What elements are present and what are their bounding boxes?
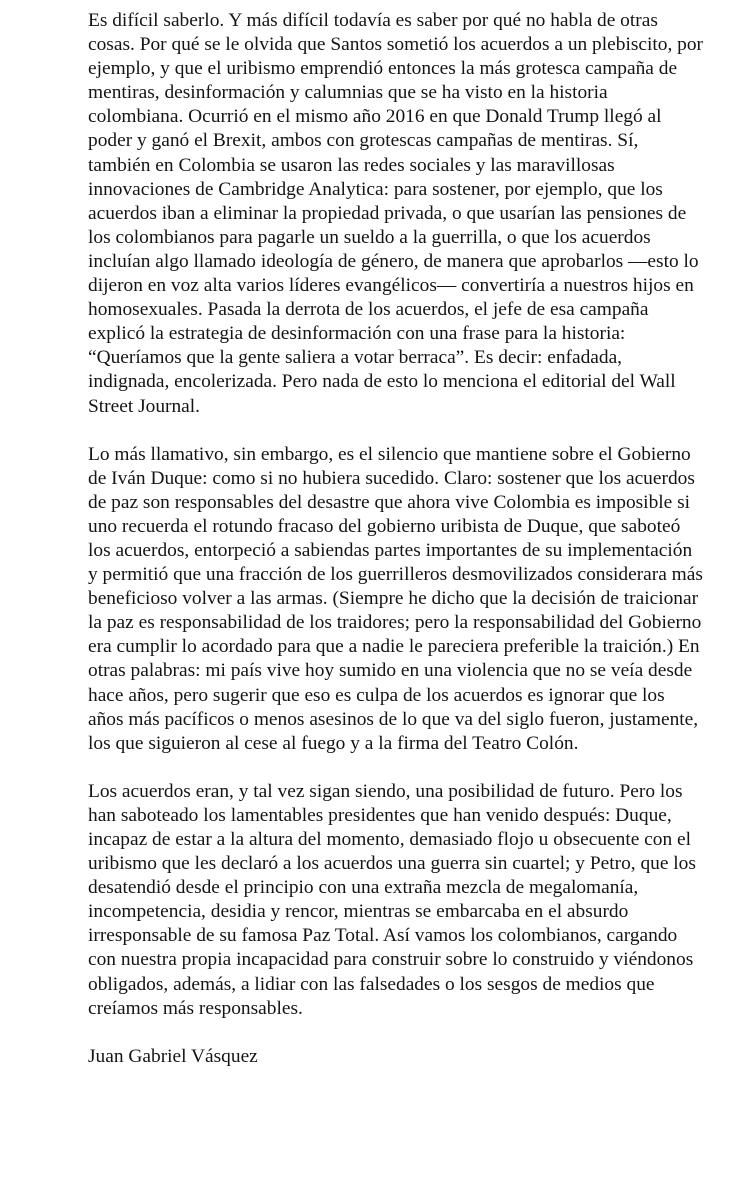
article-paragraph-2: Lo más llamativo, sin embargo, es el silencio que mantiene sobre el Gobierno de Iván Duque: como si no hubiera sucedido. Claro: sostener que los acuerdos de paz son responsables del desastre que ahora vive Colombia es imposible si uno recuerda el rotundo fracaso del gobierno uribista de Duque, que saboteó los acuerdos, entorpeció a sabiendas partes importantes de su implementación y permitió que una fracción de los guerrilleros desmovilizados considerara más beneficioso volver a las armas. (Siempre he dicho que la decisión de traicionar la paz es responsabilidad de los traidores; pero la responsabilidad del Gobierno era cumplir lo acordado para que a nadie le pareciera preferible la traición.) En otras palabras: mi país vive hoy sumido en una violencia que no se veía desde hace años, pero sugerir que eso es culpa de los acuerdos es ignorar que los años más pacíficos o menos asesinos de lo que va del siglo fueron, justamente, los que siguieron al cese al fuego y a la firma del Teatro Colón. xyxy=(88,443,703,754)
article-paragraph-3: Los acuerdos eran, y tal vez sigan siendo, una posibilidad de futuro. Pero los han saboteado los lamentables presidentes que han venido después: Duque, incapaz de estar a la altura del momento, demasiado flojo u obsecuente con el uribismo que les declaró a los acuerdos una guerra sin cuartel; y Petro, que los desatendió desde el principio con una extraña mezcla de megalomanía, incompetencia, desidia y rencor, mientras se embarcaba en el absurdo irresponsable de su famosa Paz Total. Así vamos los colombianos, cargando con nuestra propia incapacidad para construir sobre lo construido y viéndonos obligados, además, a lidiar con las falsedades o los sesgos de medios que creíamos más responsables. xyxy=(88,780,696,1019)
article-paragraph-1: Es difícil saberlo. Y más difícil todavía es saber por qué no habla de otras cosas. Por qué se le olvida que Santos sometió los acuerdos a un plebiscito, por ejemplo, y que el uribismo emprendió entonces la más grotesca campaña de mentiras, desinformación y calumnias que se ha visto en la historia colombiana. Ocurrió en el mismo año 2016 en que Donald Trump llegó al poder y ganó el Brexit, ambos con grotescas campañas de mentiras. Sí, también en Colombia se usaron las redes sociales y las maravillosas innovaciones de Cambridge Analytica: para sostener, por ejemplo, que los acuerdos iban a eliminar la propiedad privada, o que usarían las pensiones de los colombianos para pagarle un sueldo a la guerrilla, o que los acuerdos incluían algo llamado ideología de género, de manera que aprobarlos —esto lo dijeron en voz alta varios líderes evangélicos— convertiría a nuestros hijos en homosexuales. Pasada la derrota de los acuerdos, el jefe de esa campaña explicó la estrategia de desinformación con una frase para la historia: “Queríamos que la gente saliera a votar berraca”. Es decir: enfadada, indignada, encolerizada. Pero nada de esto lo menciona el editorial del Wall Street Journal. xyxy=(88,10,703,417)
author-signature: Juan Gabriel Vásquez xyxy=(88,1045,258,1067)
